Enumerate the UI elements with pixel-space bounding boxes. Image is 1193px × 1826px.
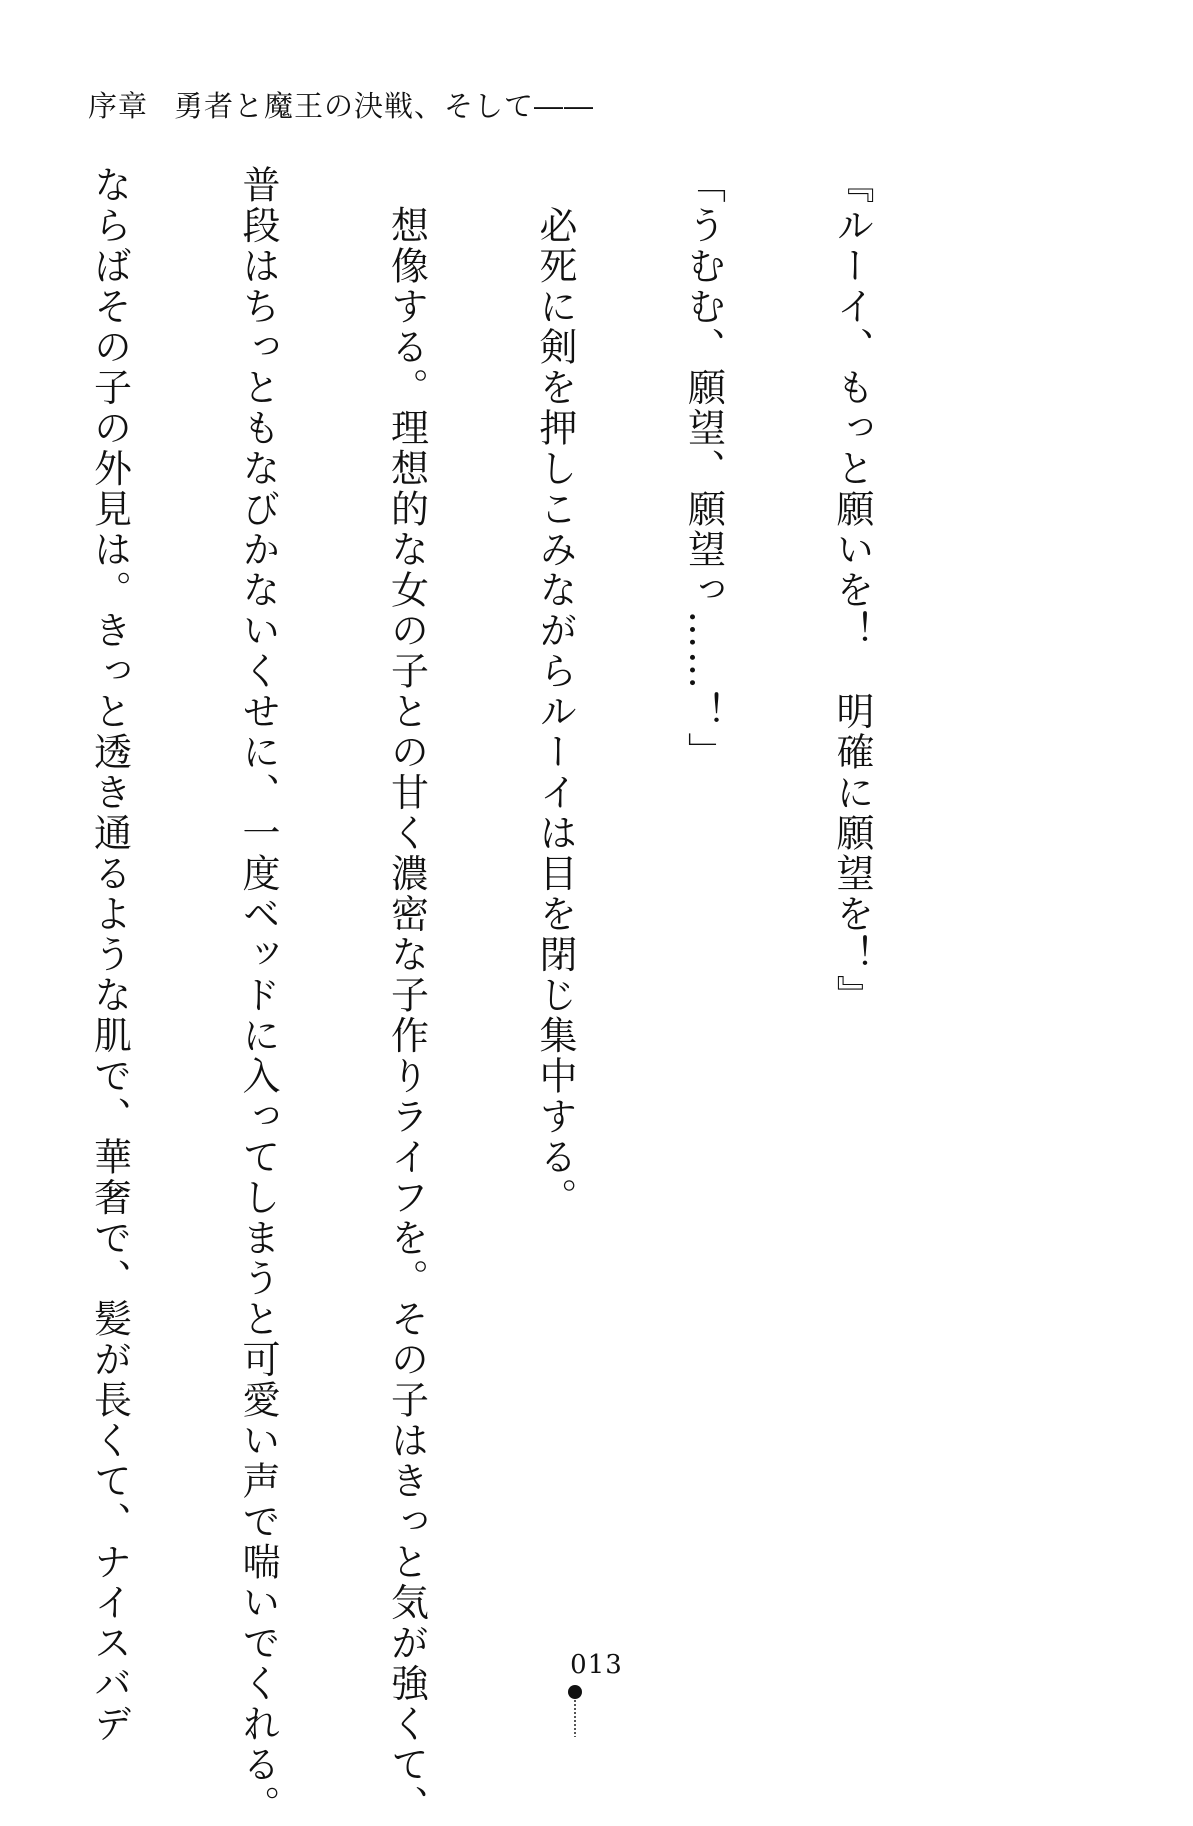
text-line: 普段はちっともなびかないくせに、一度ベッドに入ってしまうと可愛い声で喘いでくれる。 [236,165,280,1826]
page-ornament-dotted-line [574,1700,576,1737]
chapter-title: 勇者と魔王の決戦、そして―― [174,89,595,123]
page-number: 013 [570,1650,623,1680]
text-line: ならばその子の外見は。きっと透き通るような肌で、華奢で、髪が長くて、ナイスバデ [87,165,132,1745]
text-line: 想像する。理想的な女の子との甘く濃密な子作りライフを。その子はきっと気が強くて、 [384,165,429,1826]
running-header [88,84,594,125]
text-line: 必死に剣を押しこみながらルーイは目を閉じ集中する。 [533,165,577,1218]
text-line: 「うむむ、願望、願望っ……！」 [681,165,726,773]
page-ornament-dot [568,1685,582,1699]
text-line: 『ルーイ、もっと願いを！ 明確に願望を！』 [830,165,874,1016]
chapter-label: 序章 [88,89,149,123]
